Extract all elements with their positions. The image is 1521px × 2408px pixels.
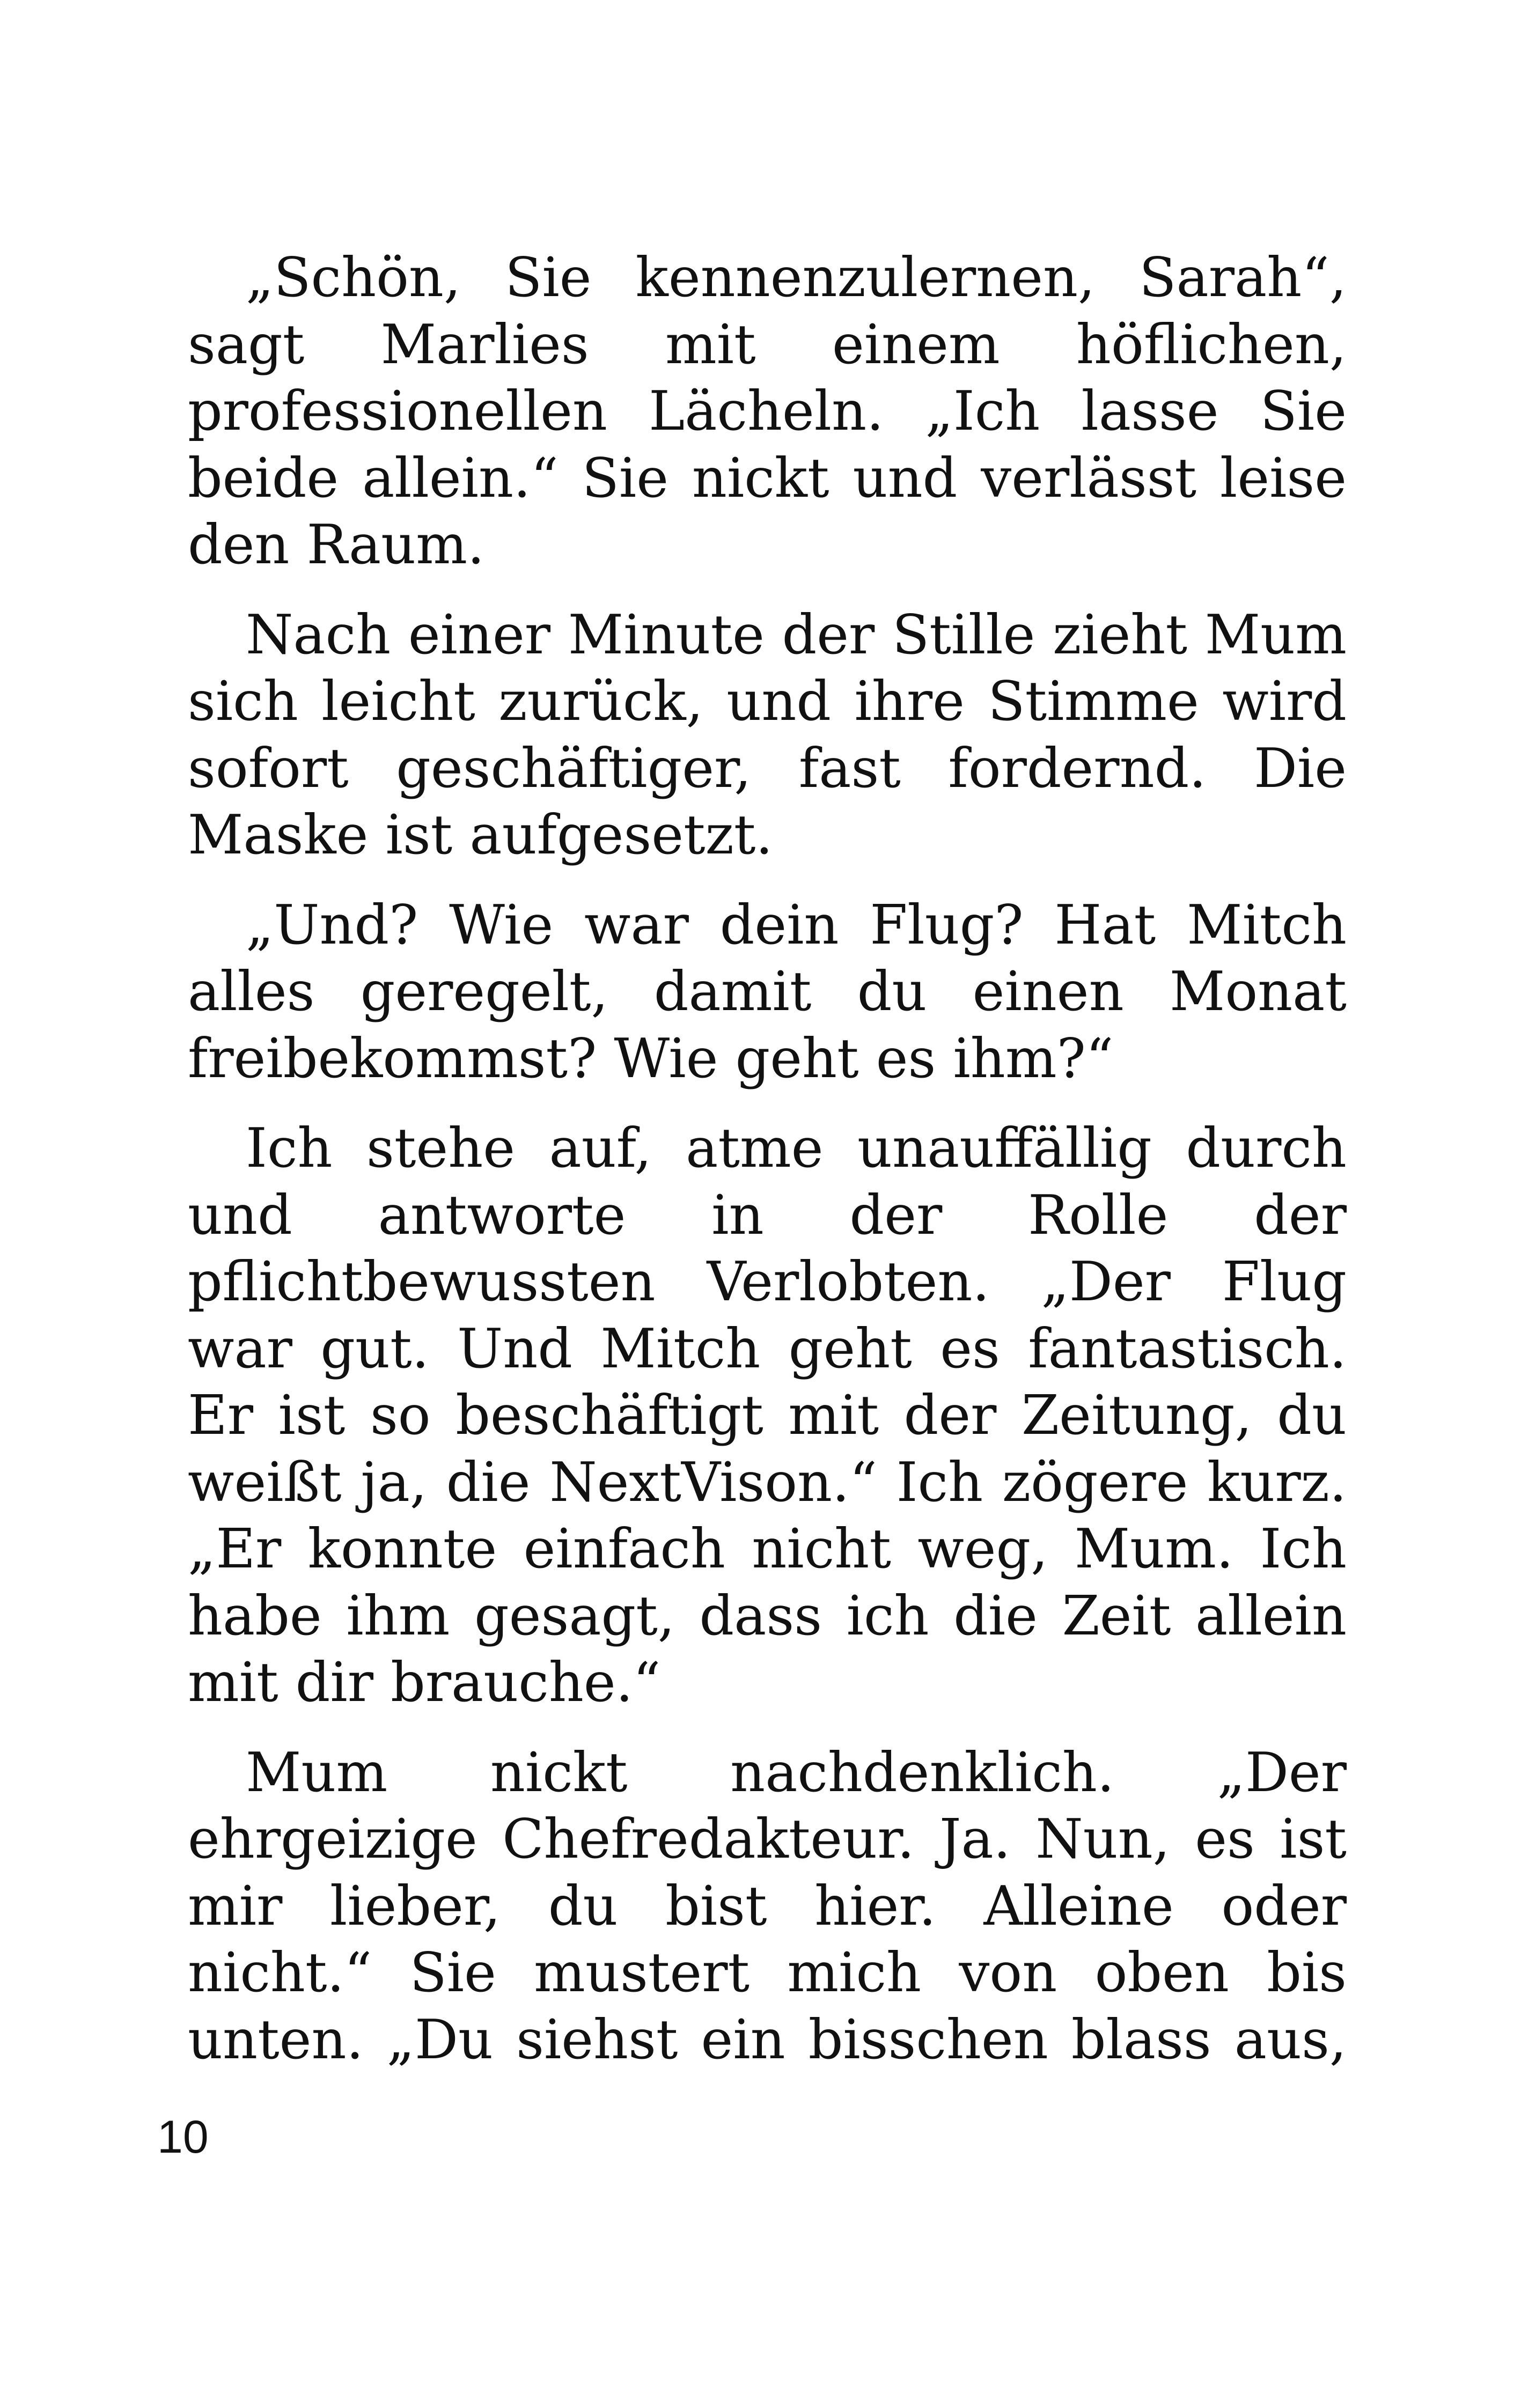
text-line: beide allein.“ Sie nickt und verlässt leise — [188, 446, 1347, 510]
text-line: unten. „Du siehst ein bisschen blass aus, — [188, 2007, 1347, 2071]
text-line: „Er konnte einfach nicht weg, Mum. Ich — [188, 1517, 1347, 1580]
text-line: Maske ist aufgesetzt. — [188, 803, 773, 866]
text-line: ehrgeizige Chefredakteur. Ja. Nun, es ist — [188, 1807, 1347, 1871]
text-line: habe ihm gesagt, dass ich die Zeit allein — [188, 1584, 1347, 1647]
paragraph-3 — [188, 892, 1347, 1092]
text-line: war gut. Und Mitch geht es fantastisch. — [188, 1316, 1347, 1380]
text-line: Mum nickt nachdenklich. „Der — [246, 1740, 1347, 1804]
paragraph-2 — [188, 601, 1347, 868]
text-line: mit dir brauche.“ — [188, 1651, 661, 1714]
text-line: freibekommst? Wie geht es ihm?“ — [188, 1026, 1114, 1090]
paragraph-5 — [188, 1739, 1347, 2073]
text-line: Er ist so beschäftigt mit der Zeitung, du — [188, 1383, 1347, 1447]
text-line: mir lieber, du bist hier. Alleine oder — [188, 1874, 1347, 1938]
text-line: den Raum. — [188, 513, 485, 576]
paragraph-1 — [188, 244, 1347, 578]
text-line: Nach einer Minute der Stille zieht Mum — [246, 602, 1347, 666]
text-line: alles geregelt, damit du einen Monat — [188, 960, 1347, 1023]
text-line: und antworte in der Rolle der — [188, 1183, 1347, 1247]
paragraph-4 — [188, 1115, 1347, 1716]
text-line: weißt ja, die NextVison.“ Ich zögere kurz. — [188, 1450, 1347, 1514]
text-line: pflichtbewussten Verlobten. „Der Flug — [188, 1250, 1347, 1313]
text-line: professionellen Lächeln. „Ich lasse Sie — [188, 379, 1347, 443]
text-line: Ich stehe auf, atme unauffällig durch — [246, 1116, 1347, 1180]
body-text — [188, 244, 1347, 2096]
text-line: nicht.“ Sie mustert mich von oben bis — [188, 1941, 1347, 2004]
page-number: 10 — [157, 2111, 209, 2163]
text-line: „Schön, Sie kennenzulernen, Sarah“, — [246, 246, 1347, 309]
text-line: sofort geschäftiger, fast fordernd. Die — [188, 736, 1347, 800]
text-line: „Und? Wie war dein Flug? Hat Mitch — [246, 893, 1347, 956]
text-line: sich leicht zurück, und ihre Stimme wird — [188, 669, 1347, 733]
text-line: sagt Marlies mit einem höflichen, — [188, 312, 1347, 376]
